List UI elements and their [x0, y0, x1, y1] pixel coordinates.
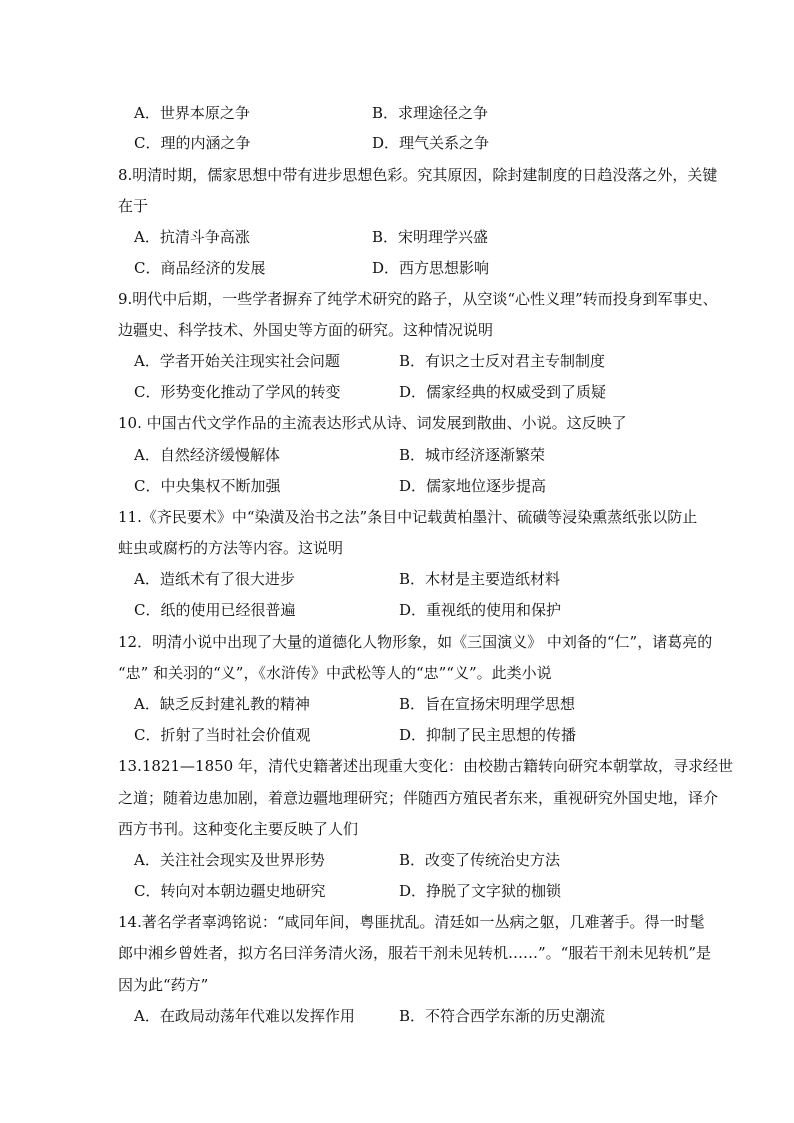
q9-option-d: D．儒家经典的权威受到了质疑	[399, 383, 607, 401]
q13-option-d: D．挣脱了文字狱的枷锁	[399, 882, 562, 900]
q8-option-c: C．商品经济的发展	[134, 259, 266, 277]
q14-stem-line-3: 因为此“药方”	[118, 976, 209, 994]
q11-option-b: B．木材是主要造纸材料	[399, 570, 561, 588]
q9-option-a: A．学者开始关注现实社会问题	[134, 352, 340, 370]
q10-option-b: B．城市经济逐渐繁荣	[399, 446, 546, 464]
q8-option-d: D．西方思想影响	[372, 259, 490, 277]
q13-option-c: C．转向对本朝边疆史地研究	[134, 882, 326, 900]
q13-option-b: B．改变了传统治史方法	[399, 851, 561, 869]
q11-option-c: C．纸的使用已经很普遍	[134, 601, 296, 619]
q10-option-a: A．自然经济缓慢解体	[134, 446, 280, 464]
q12-stem-line-1: 12．明清小说中出现了大量的道德化人物形象，如《三国演义》 中刘备的“仁”，诸葛亮的	[118, 633, 713, 651]
q13-stem-line-3: 西方书刊。这种变化主要反映了人们	[118, 820, 359, 838]
q14-option-a: A．在政局动荡年代难以发挥作用	[134, 1007, 355, 1025]
q11-option-d: D．重视纸的使用和保护	[399, 601, 562, 619]
q9-stem-line-2: 边疆史、科学技术、外国史等方面的研究。这种情况说明	[118, 321, 494, 339]
q8-option-b: B．宋明理学兴盛	[372, 228, 489, 246]
q14-option-b: B．不符合西学东渐的历史潮流	[399, 1007, 606, 1025]
q7-option-b: B．求理途径之争	[372, 104, 489, 122]
q9-stem-line-1: 9.明代中后期，一些学者摒弃了纯学术研究的路子，从空谈“心性义理”转而投身到军事史、	[118, 290, 718, 308]
q11-option-a: A．造纸术有了很大进步	[134, 570, 295, 588]
q14-stem-line-1: 14.著名学者辜鸿铭说：“咸同年间，粤匪扰乱。清廷如一丛病之躯，几难著手。得一时髦	[118, 913, 705, 931]
q8-stem-line-1: 8.明清时期，儒家思想中带有进步思想色彩。究其原因，除封建制度的日趋没落之外，关键	[118, 166, 718, 184]
q11-stem-line-2: 蛀虫或腐朽的方法等内容。这说明	[118, 539, 344, 557]
q9-option-c: C．形势变化推动了学风的转变	[134, 383, 341, 401]
q7-option-c: C．理的内涵之争	[134, 134, 251, 152]
q11-stem-line-1: 11.《齐民要术》中“染潢及治书之法”条目中记载黄柏墨汁、硫磺等浸染熏蒸纸张以防止	[118, 508, 698, 526]
q8-option-a: A．抗清斗争高涨	[134, 228, 250, 246]
q7-option-a: A．世界本原之争	[134, 104, 250, 122]
q10-option-d: D．儒家地位逐步提高	[399, 477, 547, 495]
q12-option-c: C．折射了当时社会价值观	[134, 726, 311, 744]
q14-stem-line-2: 郎中湘乡曾姓者，拟方名曰洋务清火汤，服若干剂未见转机……”。“服若干剂未见转机”是	[118, 944, 712, 962]
q13-stem-line-2: 之道；随着边患加剧，着意边疆地理研究；伴随西方殖民者东来，重视研究外国史地，译介	[118, 789, 719, 807]
q13-option-a: A．关注社会现实及世界形势	[134, 851, 325, 869]
q13-stem-line-1: 13.1821—1850 年，清代史籍著述出现重大变化：由校勘古籍转向研究本朝掌故，寻求经世	[118, 757, 733, 775]
q10-option-c: C．中央集权不断加强	[134, 477, 281, 495]
q12-option-d: D．抑制了民主思想的传播	[399, 726, 577, 744]
q12-stem-line-2: “忠” 和关羽的“义”，《水浒传》中武松等人的“忠”“义”。此类小说	[118, 664, 552, 682]
q8-stem-line-2: 在于	[118, 197, 149, 215]
q9-option-b: B．有识之士反对君主专制制度	[399, 352, 606, 370]
q12-option-b: B．旨在宣扬宋明理学思想	[399, 695, 576, 713]
q7-option-d: D．理气关系之争	[372, 134, 490, 152]
q10-stem-line-1: 10. 中国古代文学作品的主流表达形式从诗、词发展到散曲、小说。这反映了	[118, 414, 627, 432]
q12-option-a: A．缺乏反封建礼教的精神	[134, 695, 310, 713]
